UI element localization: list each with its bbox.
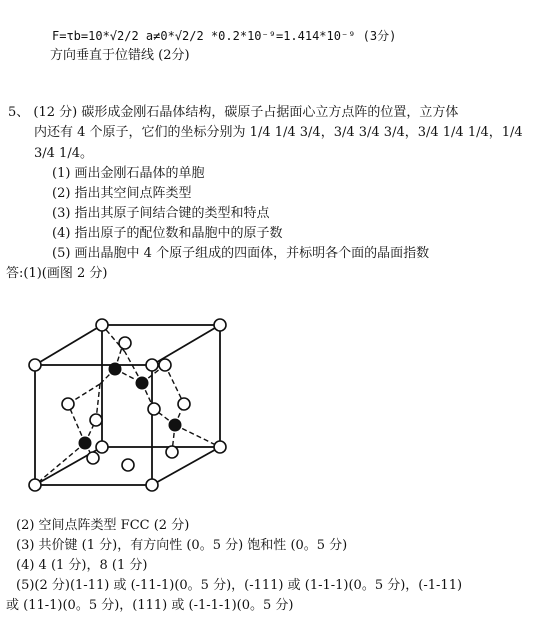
answer-3: (3) 共价键 (1 分)，有方向性 (0。5 分) 饱和性 (0。5 分) bbox=[16, 538, 348, 553]
question5-item-5: (5) 画出晶胞中 4 个原子组成的四面体，并标明各个面的晶面指数 bbox=[52, 246, 430, 261]
question5-item-2: (2) 指出其空间点阵类型 bbox=[52, 186, 192, 201]
diamond-unit-cell-diagram bbox=[22, 312, 242, 497]
answer-5-line2: 或 (11-1)(0。5 分)，(111) 或 (-1-1-1)(0。5 分) bbox=[6, 598, 294, 613]
interior-atoms bbox=[79, 363, 181, 449]
question5-item-1: (1) 画出金刚石晶体的单胞 bbox=[52, 166, 205, 181]
answer-intro: 答:(1)(画图 2 分) bbox=[6, 266, 108, 281]
question5-line2: 内还有 4 个原子，它们的坐标分别为 1/4 1/4 3/4，3/4 3/4 3/4，3/4 1/4 1/4，1/4 bbox=[34, 125, 523, 140]
direction-note: 方向垂直于位错线 (2分) bbox=[50, 48, 190, 63]
answer-2: (2) 空间点阵类型 FCC (2 分) bbox=[16, 518, 190, 533]
answer-5-line1: (5)(2 分)(1-11) 或 (-11-1)(0。5 分)，(-111) 或 (1-1-1)(0。5 分)，(-1-11) bbox=[16, 578, 463, 593]
question5-item-4: (4) 指出原子的配位数和晶胞中的原子数 bbox=[52, 226, 283, 241]
question5-item-3: (3) 指出其原子间结合键的类型和特点 bbox=[52, 206, 270, 221]
question5-line1: 5、 (12 分) 碳形成金刚石晶体结构，碳原子占据面心立方点阵的位置，立方体 bbox=[8, 105, 459, 120]
question5-line3: 3/4 1/4。 bbox=[34, 146, 93, 161]
answer-4: (4) 4 (1 分)，8 (1 分) bbox=[16, 558, 148, 573]
burgers-formula: F=τb=10*√2/2 a≠0*√2/2 *0.2*10⁻⁹=1.414*10⁻⁹ (3分) bbox=[52, 29, 397, 43]
